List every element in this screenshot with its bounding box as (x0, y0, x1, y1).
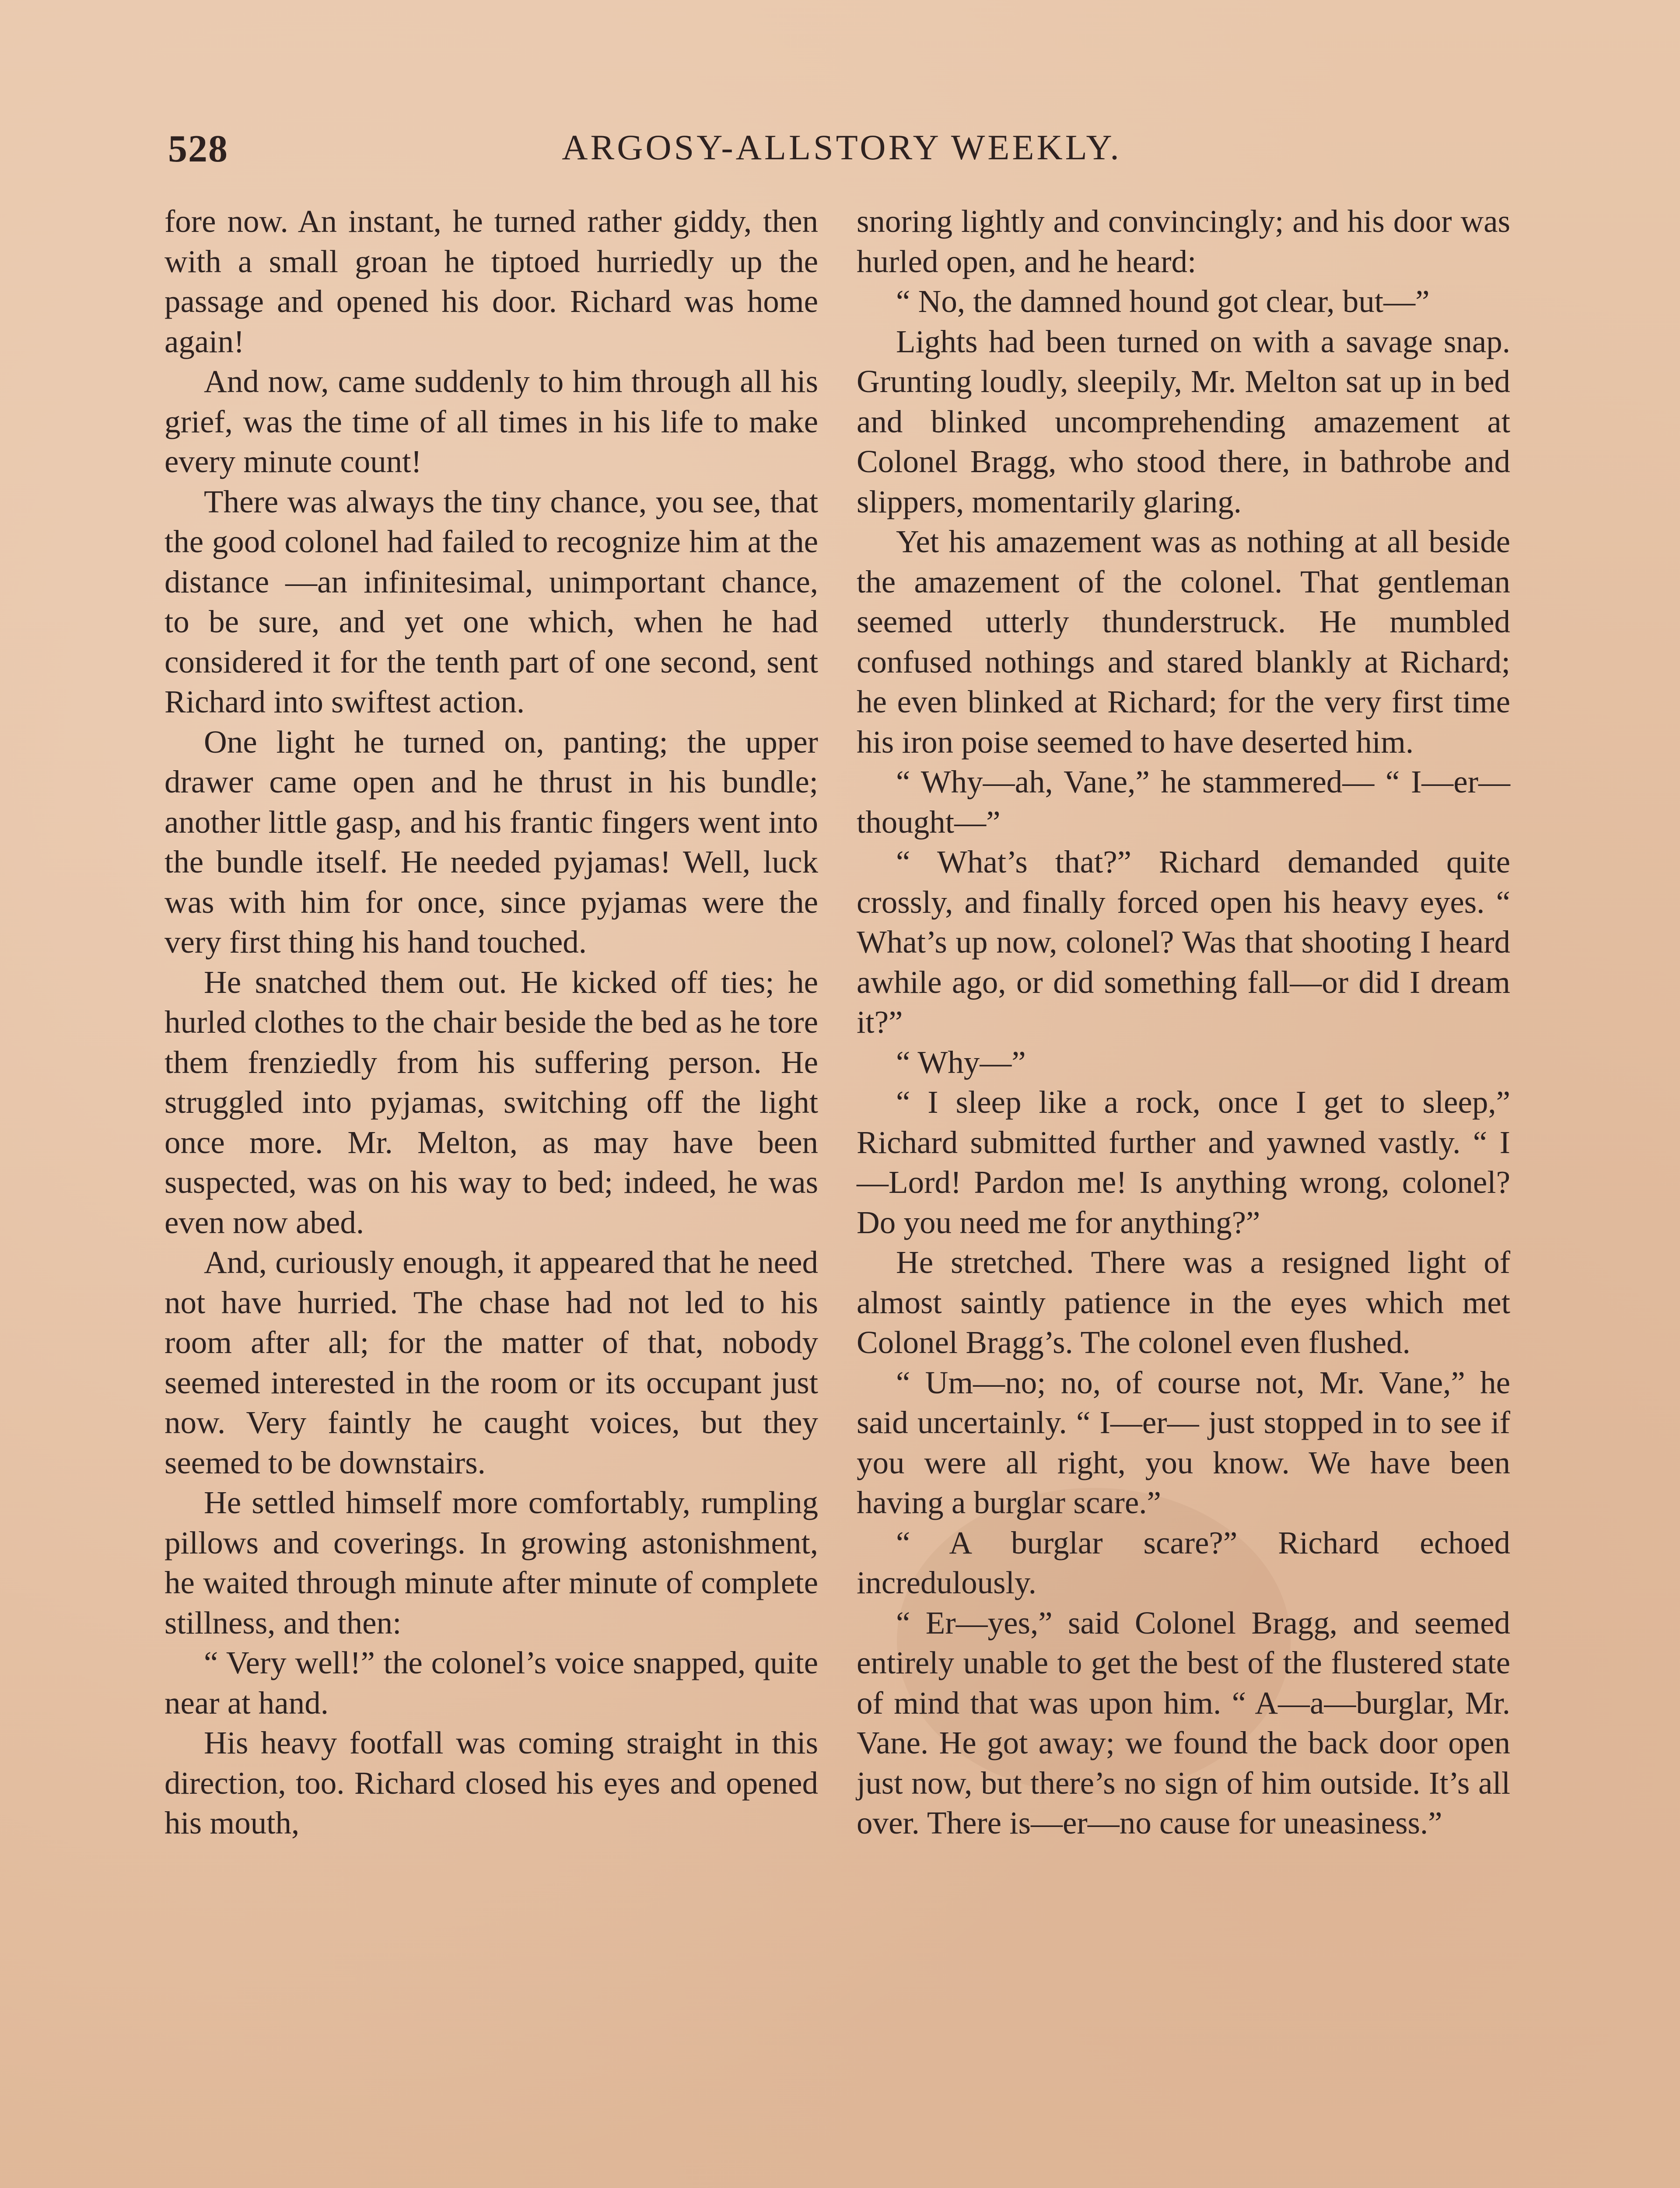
paragraph: There was always the tiny chance, you see, that the good colonel had failed to recognize him at the distance —an infinitesimal, unimportant chance, to be sure, and yet one which, when he had considered it for the tenth part of one second, sent Richard into swiftest action. (164, 484, 818, 719)
paragraph: “ Um—no; no, of course not, Mr. Vane,” he said uncertainly. “ I—er— just stopped in to see if you were all right, you know. We have been having a burglar scare.” (857, 1364, 1510, 1520)
paragraph: “ No, the damned hound got clear, but—” (896, 284, 1430, 319)
paragraph: “ A burglar scare?” Richard echoed incredulously. (857, 1525, 1510, 1600)
page-header (168, 122, 1516, 174)
paragraph: snoring lightly and convincingly; and his door was hurled open, and he heard: (857, 203, 1510, 279)
paragraph: “ Why—ah, Vane,” he stammered— “ I—er—thought—” (857, 764, 1510, 840)
paragraph: He stretched. There was a resigned light of almost saintly patience in the eyes which met Colonel Bragg’s. The colonel even flushed. (857, 1245, 1510, 1360)
paragraph: His heavy footfall was coming straight in this direction, too. Richard closed his eyes and opened his mouth, (164, 1725, 818, 1841)
paragraph: “ Why—” (896, 1044, 1026, 1080)
paragraph: “ I sleep like a rock, once I get to sleep,” Richard submitted further and yawned vastly. “ I—Lord! Pardon me! Is anything wrong, colonel? Do you need me for anything?” (857, 1084, 1510, 1240)
page-number: 528 (168, 128, 228, 170)
paragraph: And, curiously enough, it appeared that he need not have hurried. The chase had not led to his room after all; for the matter of that, nobody seemed interested in the room or its occupant just now. Very faintly he caught voices, but they seemed to be downstairs. (164, 1245, 818, 1480)
paragraph: “ Er—yes,” said Colonel Bragg, and seemed entirely unable to get the best of the flustered state of mind that was upon him. “ A—a—burglar, Mr. Vane. He got away; we found the back door open just now, but there’s no sign of him outside. It’s all over. There is—er—no cause for uneasiness.” (857, 1605, 1510, 1841)
paragraph: “ What’s that?” Richard demanded quite crossly, and finally forced open his heavy eyes. “ What’s up now, colonel? Was that shooting I heard awhile ago, or did something fall—or did I dream it?” (857, 844, 1510, 1040)
right-column (857, 201, 1510, 1843)
paragraph: He settled himself more comfortably, rumpling pillows and coverings. In growing astonishment, he waited through minute after minute of complete stillness, and then: (164, 1485, 818, 1641)
left-column (164, 201, 818, 1843)
paragraph: And now, came suddenly to him through all his grief, was the time of all times in his life to make every minute count! (164, 364, 818, 479)
paragraph: Lights had been turned on with a savage snap. Grunting loudly, sleepily, Mr. Melton sat up in bed and blinked uncomprehending amazement at Colonel Bragg, who stood there, in bathrobe and slippers, momentarily glaring. (857, 323, 1510, 519)
magazine-title: ARGOSY-ALLSTORY WEEKLY. (562, 127, 1122, 167)
paragraph: One light he turned on, panting; the upper drawer came open and he thrust in his bundle; another little gasp, and his frantic fingers went into the bundle itself. He needed pyjamas! Well, luck was with him for once, since pyjamas were the very first thing his hand touched. (164, 724, 818, 960)
paragraph: He snatched them out. He kicked off ties; he hurled clothes to the chair beside the bed as he tore them frenziedly from his suffering person. He struggled into pyjamas, switching off the light once more. Mr. Melton, as may have been suspected, was on his way to bed; indeed, he was even now abed. (164, 964, 818, 1240)
paragraph: Yet his amazement was as nothing at all beside the amazement of the colonel. That gentleman seemed utterly thunderstruck. He mumbled confused nothings and stared blankly at Richard; he even blinked at Richard; for the very first time his iron poise seemed to have deserted him. (857, 524, 1510, 760)
paragraph: fore now. An instant, he turned rather giddy, then with a small groan he tiptoed hurriedly up the passage and opened his door. Richard was home again! (164, 203, 818, 359)
paragraph: “ Very well!” the colonel’s voice snapped, quite near at hand. (164, 1645, 818, 1721)
